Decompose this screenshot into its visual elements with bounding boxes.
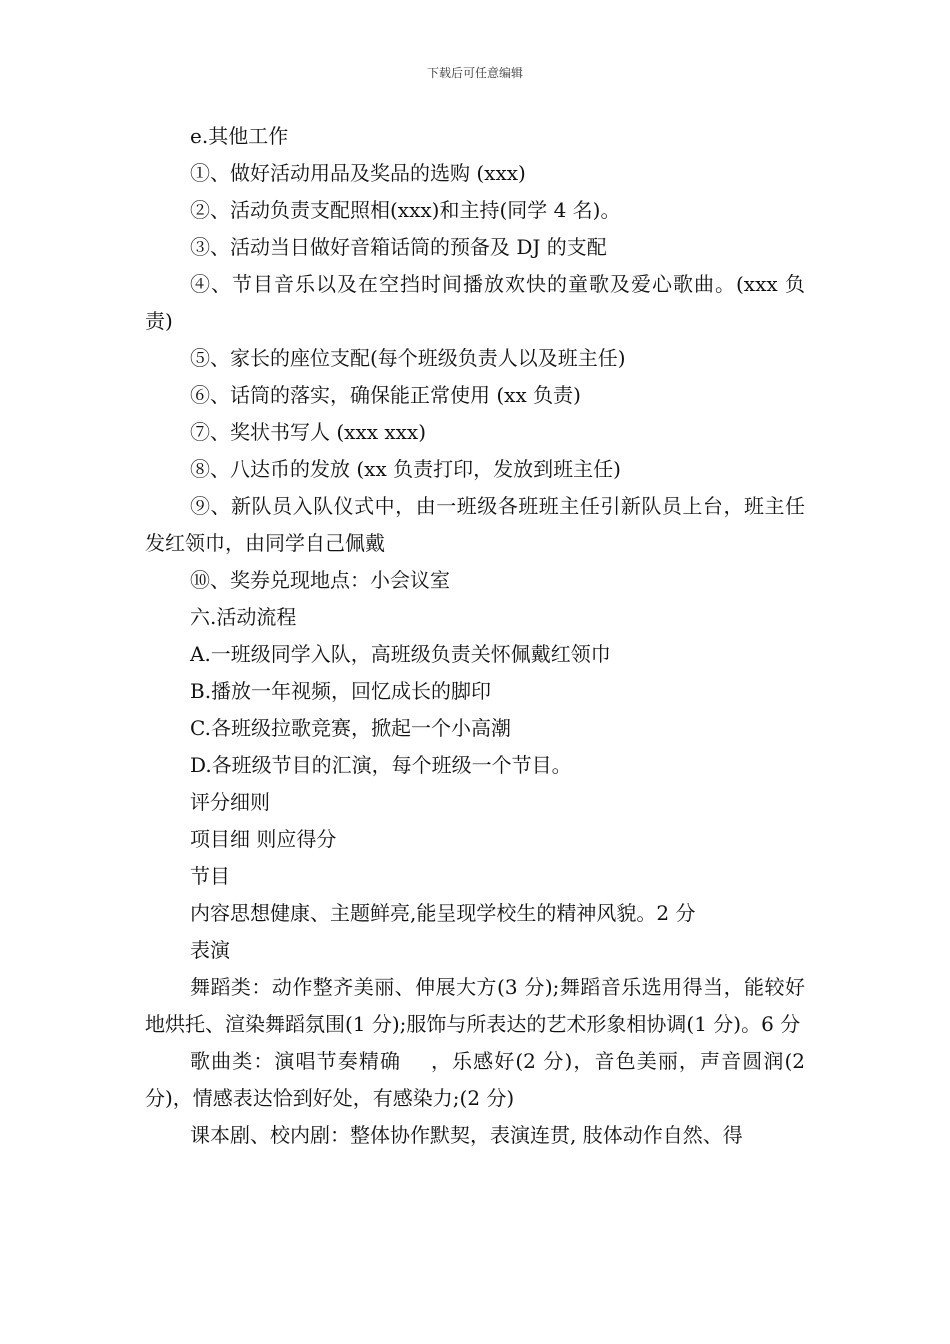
paragraph: B.播放一年视频，回忆成长的脚印 [190,679,492,703]
paragraph: ⑨、新队员入队仪式中，由一班级各班班主任引新队员上台，班主任发红领巾，由同学自己佩戴 [145,494,805,555]
paragraph: C.各班级拉歌竞赛，掀起一个小高潮 [190,716,511,740]
section-heading: 六.活动流程 [190,605,297,629]
paragraph: ④、节目音乐以及在空挡时间播放欢快的童歌及爱心歌曲。(xxx 负责) [145,272,805,333]
paragraph: 舞蹈类：动作整齐美丽、伸展大方(3 分);舞蹈音乐选用得当，能较好地烘托、渲染舞蹈氛围(1 分);服饰与所表达的艺术形象相协调(1 分)。6 分 [145,975,805,1036]
paragraph: A.一班级同学入队，高班级负责关怀佩戴红领巾 [190,642,611,666]
paragraph: 表演 [190,938,230,962]
paragraph: ①、做好活动用品及奖品的选购 (xxx) [190,161,526,185]
paragraph: ③、活动当日做好音箱话筒的预备及 DJ 的支配 [190,235,607,259]
paragraph: ⑤、家长的座位支配(每个班级负责人以及班主任) [190,346,626,370]
paragraph: e.其他工作 [190,124,289,148]
section-heading: 评分细则 [190,790,270,814]
paragraph: 内容思想健康、主题鲜亮,能呈现学校生的精神风貌。2 分 [190,901,696,925]
page-header: 下载后可任意编辑 [426,66,523,80]
document-body [145,118,812,1154]
paragraph: ②、活动负责支配照相(xxx)和主持(同学 4 名)。 [190,198,621,222]
paragraph: ⑧、八达币的发放 (xx 负责打印，发放到班主任) [190,457,621,481]
paragraph: D.各班级节目的汇演，每个班级一个节目。 [190,753,572,777]
paragraph: 歌曲类：演唱节奏精确 ，乐感好(2 分)，音色美丽，声音圆润(2 分)，情感表达恰到好处，有感染力;(2 分) [145,1049,812,1110]
paragraph: ⑦、奖状书写人 (xxx xxx) [190,420,426,444]
paragraph: ⑩、奖券兑现地点：小会议室 [190,568,450,592]
paragraph: 节目 [190,864,230,888]
paragraph: 项目细 则应得分 [190,827,337,851]
paragraph: ⑥、话筒的落实，确保能正常使用 (xx 负责) [190,383,581,407]
paragraph: 课本剧、校内剧：整体协作默契，表演连贯, 肢体动作自然、得 [190,1123,743,1147]
